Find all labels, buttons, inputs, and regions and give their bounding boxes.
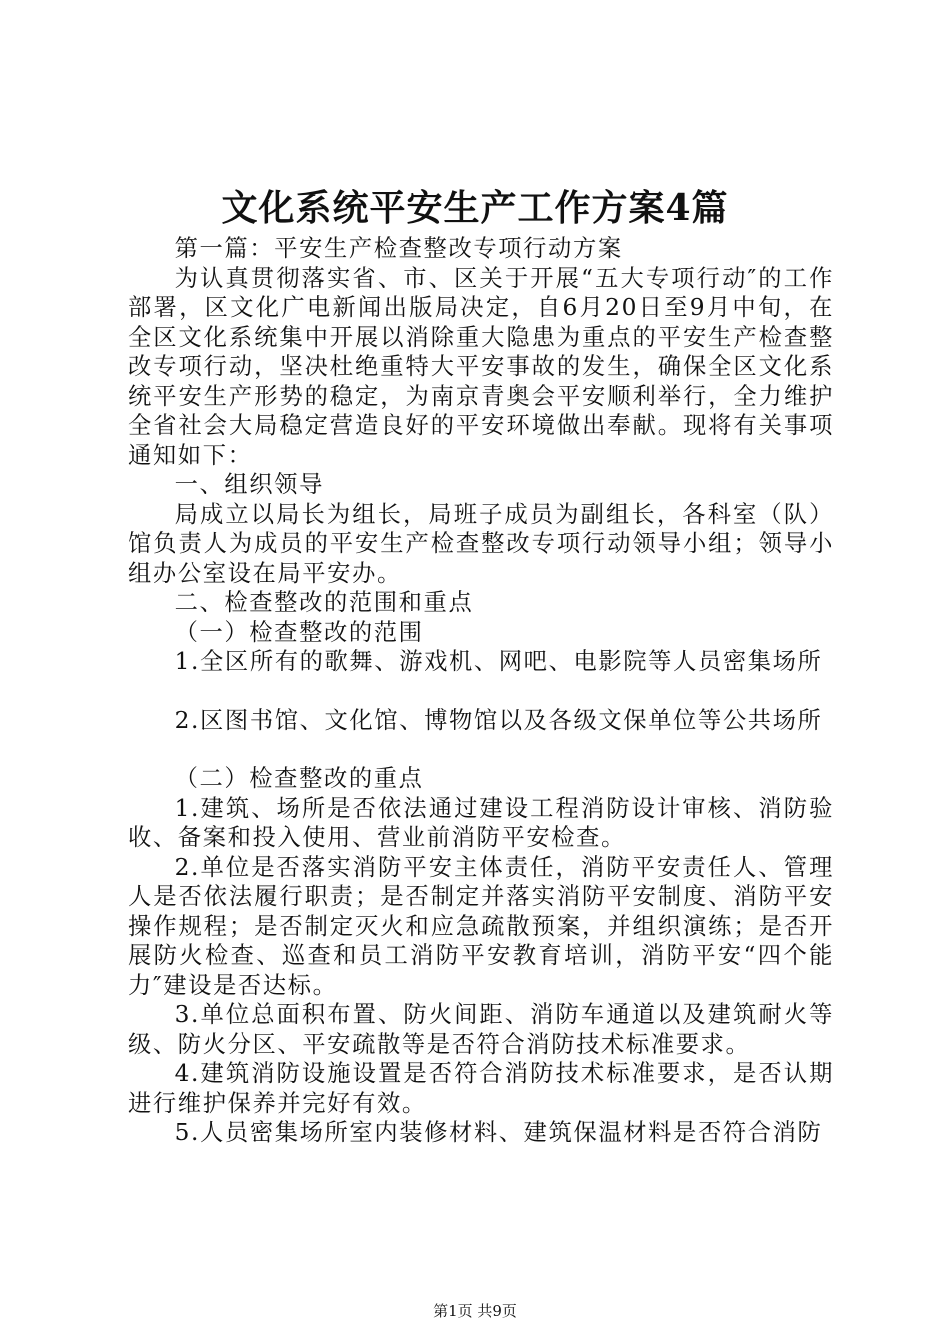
section-heading-organization: 一、组织领导 (174, 471, 324, 498)
focus-item-3: 3.单位总面积布置、防火间距、消防车通道以及建筑耐火等级、防火分区、平安疏散等是否符合消防技术标准要求。 (128, 1001, 834, 1058)
document-title: 文化系统平安生产工作方案4篇 (221, 187, 729, 229)
subheading-scope: （一）检查整改的范围 (174, 618, 424, 646)
focus-item-2: 2.单位是否落实消防平安主体责任，消防平安责任人、管理人是否依法履行职责；是否制定并落实消防平安制度、消防平安操作规程；是否制定灭火和应急疏散预案，并组织演练；是否开展防火检查、巡查和员工消防平安教育培训，消防平安“四个能力″建设是否达标。 (128, 853, 834, 999)
document-body (128, 234, 834, 1148)
scope-item-2: 2.区图书馆、文化馆、博物馆以及各级文保单位等公共场所 (174, 706, 823, 734)
focus-item-4: 4.建筑消防设施设置是否符合消防技术标准要求，是否认期进行维护保养并完好有效。 (128, 1060, 834, 1117)
subheading-focus: （二）检查整改的重点 (174, 765, 424, 792)
section-heading-part-one: 第一篇：平安生产检查整改专项行动方案 (174, 235, 623, 262)
page-number-footer: 第1页 共9页 (433, 1302, 517, 1320)
focus-item-1: 1.建筑、场所是否依法通过建设工程消防设计审核、消防验收、备案和投入使用、营业前消防平安检查。 (128, 794, 834, 851)
intro-paragraph: 为认真贯彻落实省、市、区关于开展“五大专项行动″的工作部署，区文化广电新闻出版局决定，自6月20日至9月中旬，在全区文化系统集中开展以消除重大隐患为重点的平安生产检查整改专项行动，坚决杜绝重特大平安事故的发生，确保全区文化系统平安生产形势的稳定，为南京青奥会平安顺利举行，全力维护全省社会大局稳定营造良好的平安环境做出奉献。现将有关事项通知如下： (128, 264, 834, 469)
scope-item-1: 1.全区所有的歌舞、游戏机、网吧、电影院等人员密集场所 (174, 648, 823, 675)
organization-paragraph: 局成立以局长为组长，局班子成员为副组长，各科室（队）馆负责人为成员的平安生产检查整改专项行动领导小组；领导小组办公室设在局平安办。 (128, 500, 834, 587)
section-heading-scope-focus: 二、检查整改的范围和重点 (174, 589, 474, 616)
focus-item-5: 5.人员密集场所室内装修材料、建筑保温材料是否符合消防 (174, 1119, 823, 1146)
